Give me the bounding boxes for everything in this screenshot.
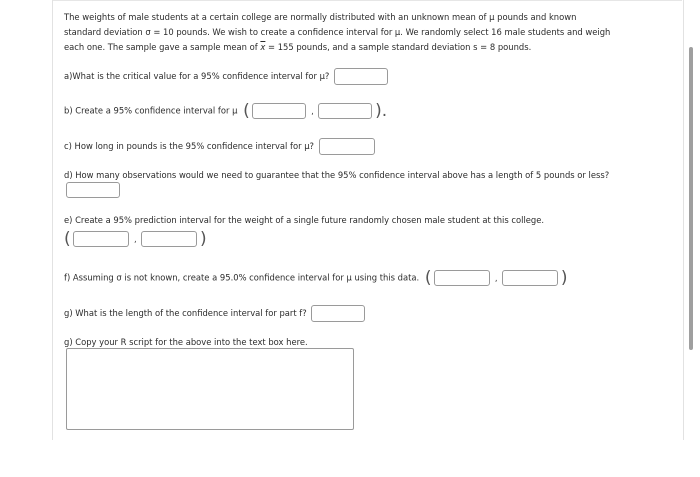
question-b [64, 103, 387, 119]
question-g-length [64, 305, 365, 322]
t-ci-upper-input[interactable] [502, 270, 558, 286]
ci-length-input[interactable] [319, 138, 375, 155]
question-g-length-text: g) What is the length of the confidence interval for part f? [64, 308, 307, 318]
intro-line-1: The weights of male students at a certain college are normally distributed with an unknown mean of μ pounds and known [64, 12, 577, 22]
prediction-interval-row [64, 231, 207, 247]
open-paren: ( [243, 101, 250, 121]
question-d: d) How many observations would we need to guarantee that the 95% confidence interval above has a length of 5 pounds or less? [64, 170, 610, 180]
scrollbar[interactable] [689, 47, 693, 350]
question-b-text: b) Create a 95% confidence interval for μ [64, 105, 238, 116]
question-e: e) Create a 95% prediction interval for the weight of a single future randomly chosen male student at this college. [64, 215, 545, 225]
question-f [64, 270, 568, 286]
t-ci-length-input[interactable] [311, 305, 365, 322]
ci-lower-input[interactable] [252, 103, 306, 119]
question-g-script: g) Copy your R script for the above into the text box here. [64, 337, 308, 347]
comma: , [494, 273, 498, 283]
question-c [64, 138, 375, 155]
r-script-textarea[interactable] [66, 348, 354, 430]
question-c-text: c) How long in pounds is the 95% confidence interval for μ? [64, 141, 314, 151]
comma: , [311, 106, 314, 116]
close-paren: ) [560, 268, 568, 288]
pi-upper-input[interactable] [141, 231, 197, 247]
question-a [64, 68, 388, 85]
open-paren: ( [64, 229, 71, 249]
critical-value-input[interactable] [334, 68, 388, 85]
pi-lower-input[interactable] [73, 231, 129, 247]
problem-statement [64, 10, 679, 55]
intro-line-3-start: each one. The sample gave a sample mean of [64, 42, 261, 52]
question-f-text: f) Assuming σ is not known, create a 95.0% confidence interval for μ using this data. [64, 272, 420, 283]
close-paren: ) [200, 229, 207, 249]
intro-line-3 [64, 40, 679, 55]
x-bar-symbol: $\overline{x}$ [260, 42, 266, 52]
question-a-text: a)What is the critical value for a 95% confidence interval for μ? [64, 71, 330, 81]
intro-line-2: standard deviation σ = 10 pounds. We wish to create a confidence interval for μ. We randomly select 16 male students and weigh [64, 27, 611, 37]
comma: , [133, 234, 137, 244]
open-paren: ( [424, 268, 432, 288]
close-paren-period: ). [375, 101, 388, 121]
t-ci-lower-input[interactable] [434, 270, 490, 286]
intro-line-3-end: = 155 pounds, and a sample standard deviation s = 8 pounds. [265, 42, 532, 52]
ci-upper-input[interactable] [318, 103, 372, 119]
observations-input[interactable] [66, 182, 120, 198]
